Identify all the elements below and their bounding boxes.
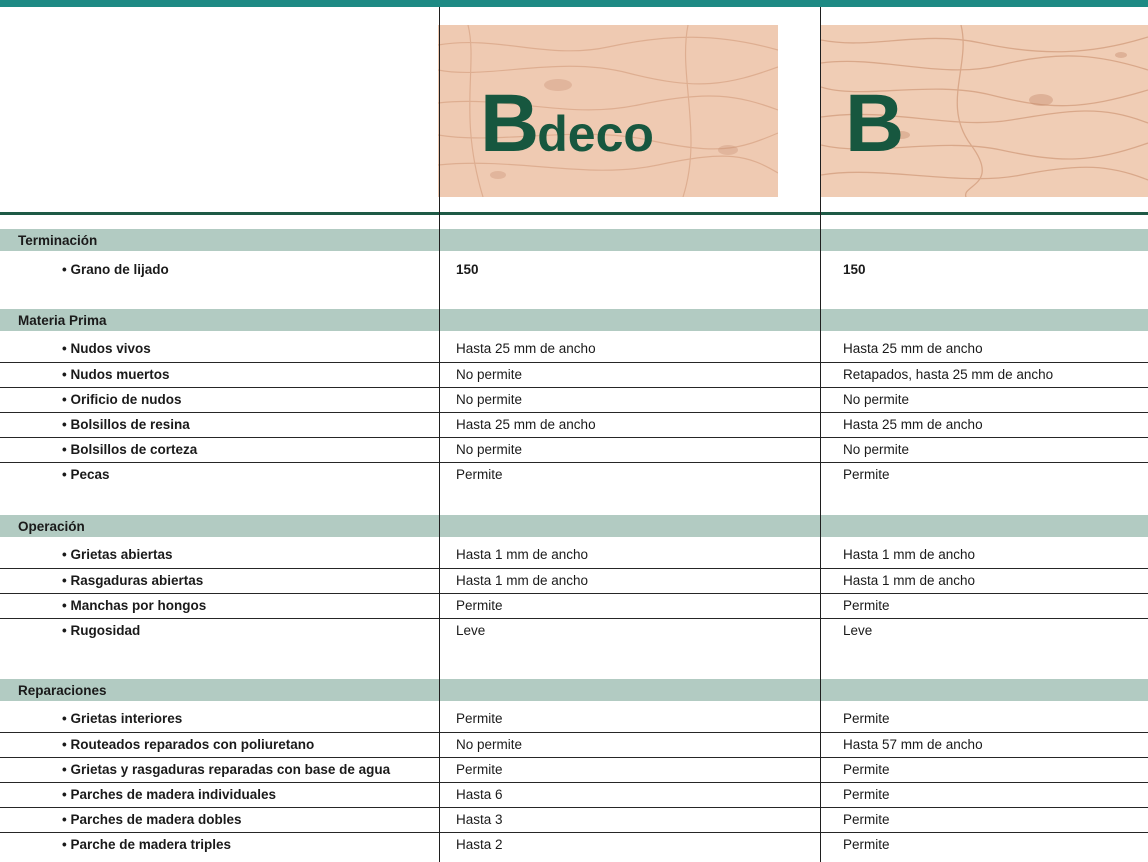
b-value: Permite — [843, 787, 890, 802]
b-value: Leve — [843, 623, 873, 638]
bdeco-value: Hasta 1 mm de ancho — [456, 573, 589, 588]
row-label: • Manchas por hongos — [62, 598, 207, 613]
b-value: Retapados, hasta 25 mm de ancho — [843, 367, 1054, 382]
b-value: Permite — [843, 762, 890, 777]
row-label: • Pecas — [62, 467, 110, 482]
row-label: • Grietas y rasgaduras reparadas con base de agua — [62, 762, 391, 777]
table-row — [0, 337, 1148, 360]
bdeco-value: Hasta 3 — [456, 812, 503, 827]
table-row — [0, 362, 1148, 385]
bdeco-value: Hasta 6 — [456, 787, 503, 802]
bdeco-value: Hasta 2 — [456, 837, 503, 852]
row-label: • Parches de madera individuales — [62, 787, 277, 802]
row-label: • Grietas abiertas — [62, 547, 173, 562]
row-label: • Parche de madera triples — [62, 837, 232, 852]
row-label: • Nudos vivos — [62, 341, 151, 356]
bdeco-value: No permite — [456, 392, 523, 407]
table-row — [0, 807, 1148, 830]
row-label: • Bolsillos de corteza — [62, 442, 198, 457]
bdeco-value: Permite — [456, 467, 503, 482]
section-header-materia-prima — [0, 309, 1148, 331]
b-value: Permite — [843, 711, 890, 726]
bdeco-value: Leve — [456, 623, 486, 638]
table-row — [0, 593, 1148, 616]
bdeco-value: Permite — [456, 762, 503, 777]
table-row — [0, 412, 1148, 435]
b-value: Permite — [843, 837, 890, 852]
b-value: Hasta 1 mm de ancho — [843, 573, 976, 588]
table-row — [0, 732, 1148, 755]
b-value: No permite — [843, 442, 910, 457]
section-title: Reparaciones — [18, 683, 107, 698]
section-title: Materia Prima — [18, 313, 107, 328]
section-title: Operación — [18, 519, 85, 534]
b-value: Permite — [843, 598, 890, 613]
table-row — [0, 832, 1148, 855]
bdeco-value: Permite — [456, 711, 503, 726]
row-label: • Nudos muertos — [62, 367, 170, 382]
bdeco-value: Permite — [456, 598, 503, 613]
grade-label-b — [845, 78, 903, 169]
section-header-terminacion — [0, 229, 1148, 251]
bdeco-value: Hasta 25 mm de ancho — [456, 341, 596, 356]
bdeco-value: No permite — [456, 367, 523, 382]
column-divider — [820, 7, 821, 862]
row-label: • Grano de lijado — [62, 262, 169, 277]
grade-label-bdeco — [480, 78, 654, 169]
b-value: 150 — [843, 262, 866, 277]
b-value: Hasta 25 mm de ancho — [843, 417, 983, 432]
table-row — [0, 258, 1148, 281]
bdeco-value: No permite — [456, 737, 523, 752]
row-label: • Rugosidad — [62, 623, 141, 638]
column-divider — [439, 7, 440, 862]
b-value: Hasta 57 mm de ancho — [843, 737, 983, 752]
grade-letter: B — [480, 78, 538, 169]
table-row — [0, 618, 1148, 641]
table-row — [0, 543, 1148, 566]
header-divider — [0, 212, 1148, 215]
row-label: • Rasgaduras abiertas — [62, 573, 204, 588]
table-row — [0, 757, 1148, 780]
bdeco-value: Hasta 1 mm de ancho — [456, 547, 589, 562]
row-label: • Routeados reparados con poliuretano — [62, 737, 315, 752]
table-row — [0, 387, 1148, 410]
row-label: • Orificio de nudos — [62, 392, 182, 407]
b-value: Hasta 1 mm de ancho — [843, 547, 976, 562]
bdeco-value: 150 — [456, 262, 479, 277]
grade-sample-bdeco — [438, 25, 778, 197]
b-value: Permite — [843, 812, 890, 827]
bdeco-value: No permite — [456, 442, 523, 457]
section-title: Terminación — [18, 233, 98, 248]
b-value: Permite — [843, 467, 890, 482]
row-label: • Parches de madera dobles — [62, 812, 242, 827]
b-value: Hasta 25 mm de ancho — [843, 341, 983, 356]
row-label: • Bolsillos de resina — [62, 417, 190, 432]
section-header-operacion — [0, 515, 1148, 537]
b-value: No permite — [843, 392, 910, 407]
grade-suffix: deco — [537, 106, 654, 162]
table-row — [0, 437, 1148, 460]
table-row — [0, 568, 1148, 591]
table-row — [0, 782, 1148, 805]
section-header-reparaciones — [0, 679, 1148, 701]
top-accent-bar — [0, 0, 1148, 7]
grade-sample-b — [821, 25, 1148, 197]
bdeco-value: Hasta 25 mm de ancho — [456, 417, 596, 432]
row-label: • Grietas interiores — [62, 711, 183, 726]
grade-letter: B — [845, 78, 903, 169]
table-row — [0, 707, 1148, 730]
table-row — [0, 462, 1148, 485]
